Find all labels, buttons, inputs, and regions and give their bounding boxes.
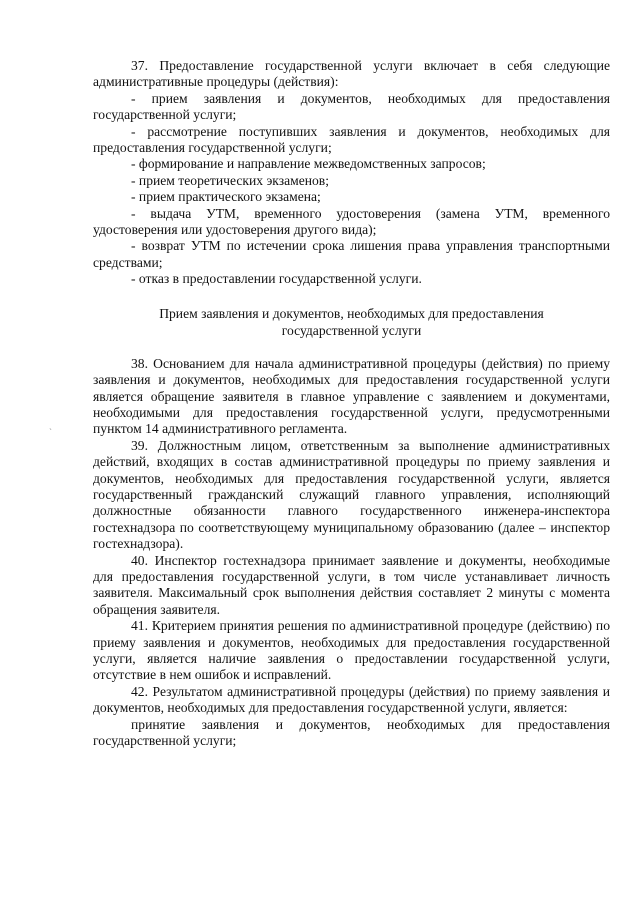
procedure-item-3: - формирование и направление межведомственных запросов; (131, 156, 486, 172)
paragraph-42-result: принятие заявления и документов, необходимых для предоставления государственной услуги; (93, 716, 610, 749)
procedure-item-6: - выдача УТМ, временного удостоверения (замена УТМ, временного удостоверения или удостоверения другого вида); (93, 205, 610, 238)
paragraph-42: 42. Результатом административной процедуры (действия) по приему заявления и документов, необходимых для предоставления государственной услуги, является: (93, 683, 610, 716)
section-heading-line-2: государственной услуги (281, 322, 422, 338)
paragraph-40: 40. Инспектор гостехнадзора принимает заявление и документы, необходимые для предоставления государственной услуги, в том числе устанавливает личность заявителя. Максимальный срок выполнения действия составляет 2 минуты с момента обращения заявителя. (93, 552, 610, 617)
procedure-item-8: - отказ в предоставлении государственной услуги. (131, 271, 422, 287)
procedure-item-1: - прием заявления и документов, необходимых для предоставления государственной услуги; (93, 90, 610, 123)
paragraph-38: 38. Основанием для начала административной процедуры (действия) по приему заявления и документов, необходимых для предоставления государственной услуги является обращение заявителя в главное управление с заявлением и документами, необходимыми для предоставления государственной услуги, предусмотренными пунктом 14 административного регламента. (93, 355, 610, 437)
procedure-item-2: - рассмотрение поступивших заявления и документов, необходимых для предоставления государственной услуги; (93, 123, 610, 156)
section-heading (93, 305, 610, 339)
paragraph-41: 41. Критерием принятия решения по административной процедуре (действию) по приему заявления и документов, необходимых для предоставления государственной услуги, является наличие заявления о предоставлении государственной услуги, отсутствие в нем ошибок и исправлений. (93, 618, 610, 683)
section-heading-line-1: Прием заявления и документов, необходимых для предоставления (159, 305, 544, 321)
paragraph-39: 39. Должностным лицом, ответственным за выполнение административных действий, входящих в состав административной процедуры по приему заявления и документов, необходимых для предоставления государственной услуги, является государственный гражданский служащий главного управления, исполняющий должностные обязанности главного государственного инженера-инспектора гостехнадзора по соответствующему муниципальному образованию (далее – инспектор гостехнадзора). (93, 437, 610, 552)
margin-mark: ` (49, 427, 52, 437)
procedure-item-7: - возврат УТМ по истечении срока лишения права управления транспортными средствами; (93, 238, 610, 270)
document-body (93, 58, 610, 749)
procedure-item-4: - прием теоретических экзаменов; (131, 172, 330, 188)
procedures-intro: 37. Предоставление государственной услуги включает в себя следующие административные процедуры (действия): (93, 58, 610, 90)
procedure-item-5: - прием практического экзамена; (131, 189, 321, 205)
